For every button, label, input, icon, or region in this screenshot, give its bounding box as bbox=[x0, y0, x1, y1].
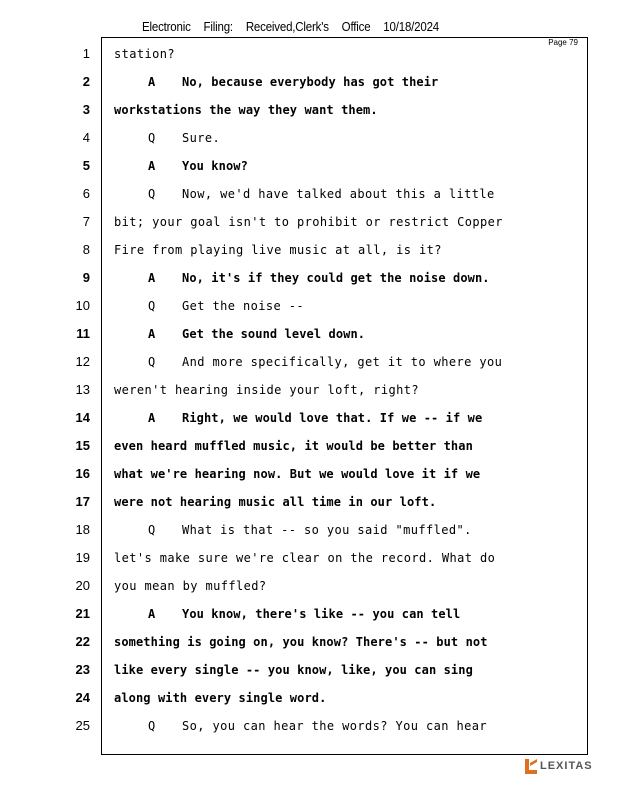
transcript-line bbox=[114, 464, 584, 484]
transcript-line bbox=[114, 268, 584, 288]
transcript-line bbox=[114, 660, 584, 680]
line-number: 16 bbox=[75, 466, 90, 481]
line-number: 5 bbox=[82, 158, 90, 173]
transcript-line-text: let's make sure we're clear on the record. What do bbox=[114, 551, 496, 565]
transcript-line-text: No, because everybody has got their bbox=[182, 75, 439, 89]
transcript-line bbox=[114, 184, 584, 204]
transcript-line bbox=[114, 128, 584, 148]
line-number: 10 bbox=[75, 298, 90, 313]
transcript-line bbox=[114, 576, 584, 596]
transcript-line bbox=[114, 380, 584, 400]
line-number: 18 bbox=[75, 522, 90, 537]
line-number: 23 bbox=[75, 662, 90, 677]
filing-header-part: Electronic bbox=[142, 20, 191, 34]
transcript-line-text: even heard muffled music, it would be better than bbox=[114, 439, 473, 453]
transcript-line bbox=[114, 44, 584, 64]
speaker-label: Q bbox=[148, 131, 156, 145]
transcript-line bbox=[114, 156, 584, 176]
line-number: 25 bbox=[75, 718, 90, 733]
line-number: 6 bbox=[82, 186, 90, 201]
transcript-line-text: Get the noise -- bbox=[182, 299, 304, 313]
lexitas-logo-icon bbox=[524, 757, 538, 775]
line-number: 15 bbox=[75, 438, 90, 453]
line-number: 11 bbox=[76, 326, 90, 341]
transcript-line bbox=[114, 492, 584, 512]
line-number: 8 bbox=[82, 242, 90, 257]
transcript-line-text: like every single -- you know, like, you can sing bbox=[114, 663, 473, 677]
speaker-label: A bbox=[148, 607, 156, 621]
transcript-line bbox=[114, 548, 584, 568]
transcript-line bbox=[114, 212, 584, 232]
line-number: 1 bbox=[82, 46, 90, 61]
transcript-line-text: Get the sound level down. bbox=[182, 327, 366, 341]
transcript-line-text: you mean by muffled? bbox=[114, 579, 267, 593]
speaker-label: Q bbox=[148, 719, 156, 733]
speaker-label: Q bbox=[148, 187, 156, 201]
transcript-line bbox=[114, 716, 584, 736]
line-number: 4 bbox=[82, 130, 90, 145]
transcript-line bbox=[114, 632, 584, 652]
transcript-line bbox=[114, 72, 584, 92]
line-number: 21 bbox=[75, 606, 90, 621]
line-number: 2 bbox=[82, 74, 90, 89]
transcript-line-text: Fire from playing live music at all, is it? bbox=[114, 243, 442, 257]
speaker-label: A bbox=[148, 271, 156, 285]
transcript-line-text: Sure. bbox=[182, 131, 221, 145]
speaker-label: A bbox=[148, 159, 156, 173]
transcript-line-text: And more specifically, get it to where you bbox=[182, 355, 503, 369]
filing-header-part: 10/18/2024 bbox=[383, 20, 440, 34]
transcript-line bbox=[114, 240, 584, 260]
line-number: 19 bbox=[75, 550, 90, 565]
lexitas-logo-text: LEXITAS bbox=[540, 760, 593, 772]
line-number: 17 bbox=[75, 494, 90, 509]
transcript-line-text: Now, we'd have talked about this a little bbox=[182, 187, 495, 201]
transcript-line-text: along with every single word. bbox=[114, 691, 327, 705]
line-number: 14 bbox=[75, 410, 90, 425]
transcript-line bbox=[114, 520, 584, 540]
transcript-line bbox=[114, 100, 584, 120]
electronic-filing-header bbox=[142, 20, 452, 34]
transcript-line bbox=[114, 436, 584, 456]
speaker-label: Q bbox=[148, 523, 156, 537]
transcript-line bbox=[114, 688, 584, 708]
transcript-line-text: You know, there's like -- you can tell bbox=[182, 607, 461, 621]
line-number: 7 bbox=[82, 214, 90, 229]
line-number: 20 bbox=[75, 578, 90, 593]
transcript-line-text: weren't hearing inside your loft, right? bbox=[114, 383, 419, 397]
line-number: 24 bbox=[75, 690, 90, 705]
speaker-label: A bbox=[148, 75, 156, 89]
line-number: 3 bbox=[82, 102, 90, 117]
speaker-label: A bbox=[148, 327, 156, 341]
speaker-label: Q bbox=[148, 355, 156, 369]
transcript-line-text: You know? bbox=[182, 159, 248, 173]
transcript-line-text: workstations the way they want them. bbox=[114, 103, 378, 117]
transcript-line bbox=[114, 408, 584, 428]
transcript-line-text: were not hearing music all time in our loft. bbox=[114, 495, 437, 509]
filing-header-part: Office bbox=[341, 20, 371, 34]
speaker-label: A bbox=[148, 411, 156, 425]
line-number: 12 bbox=[75, 354, 90, 369]
transcript-line bbox=[114, 296, 584, 316]
line-number: 9 bbox=[82, 270, 90, 285]
line-number: 22 bbox=[75, 634, 90, 649]
transcript-line-text: what we're hearing now. But we would love it if we bbox=[114, 467, 481, 481]
transcript-line-text: So, you can hear the words? You can hear bbox=[182, 719, 487, 733]
filing-header-part: Received,Clerk's bbox=[245, 20, 329, 34]
line-number: 13 bbox=[75, 382, 90, 397]
transcript-line bbox=[114, 352, 584, 372]
transcript-line-text: station? bbox=[114, 47, 175, 61]
transcript-line-text: What is that -- so you said "muffled". bbox=[182, 523, 472, 537]
page-number: Page 79 bbox=[548, 38, 578, 47]
transcript-line bbox=[114, 324, 584, 344]
filing-header-part: Filing: bbox=[203, 20, 233, 34]
speaker-label: Q bbox=[148, 299, 156, 313]
transcript-line-text: Right, we would love that. If we -- if we bbox=[182, 411, 483, 425]
transcript-line-text: bit; your goal isn't to prohibit or restrict Copper bbox=[114, 215, 503, 229]
transcript-line-text: No, it's if they could get the noise down. bbox=[182, 271, 490, 285]
transcript-line bbox=[114, 604, 584, 624]
transcript-line-text: something is going on, you know? There's -- but not bbox=[114, 635, 488, 649]
lexitas-logo bbox=[524, 757, 593, 775]
